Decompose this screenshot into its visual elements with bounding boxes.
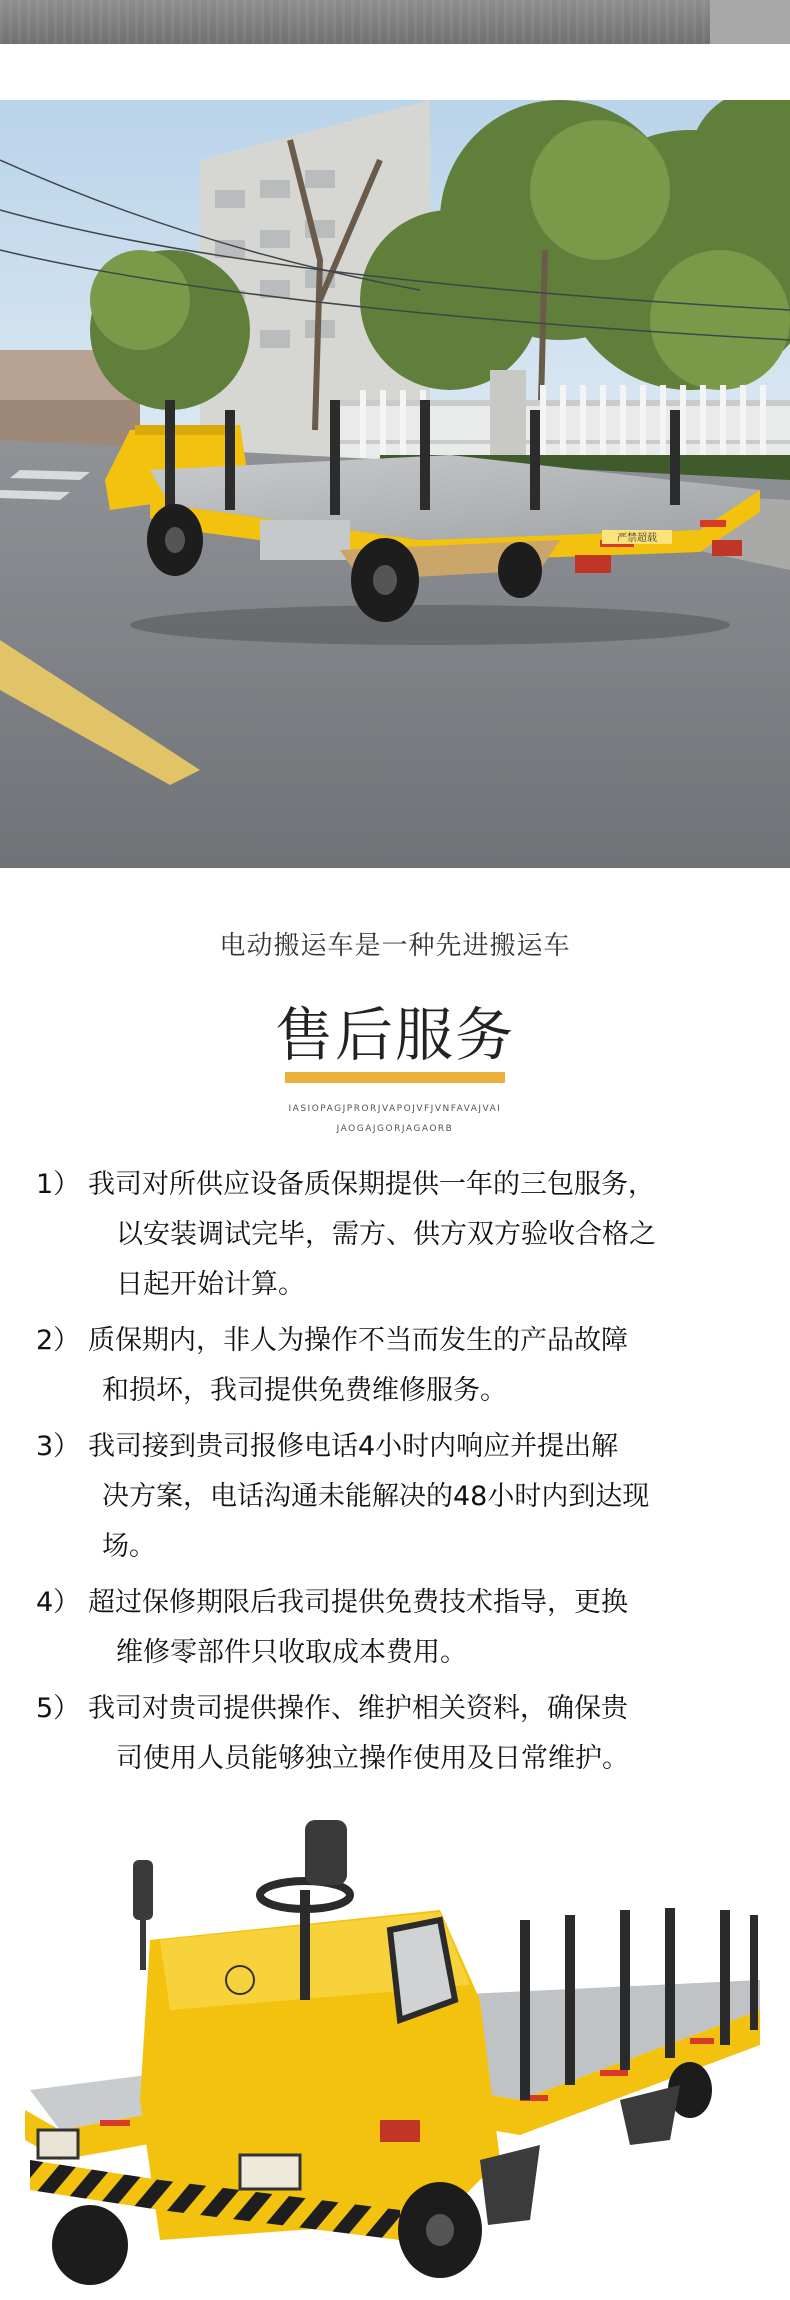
service-item-text — [88, 1578, 756, 1678]
cart-product-illustration — [0, 1800, 790, 2300]
section-title: 售后服务 — [274, 1001, 515, 1069]
service-item — [36, 1578, 756, 1678]
service-list — [36, 1160, 756, 1790]
service-line: 我司接到贵司报修电话4小时内响应并提出解 — [88, 1431, 619, 1462]
service-item — [36, 1684, 756, 1784]
street-scene-illustration — [0, 100, 790, 868]
english-decor-line-2: JAOGAJGORJAGAORB — [336, 1124, 454, 1134]
transport-cart-product-photo — [0, 1800, 790, 2300]
service-item-number: 3） — [36, 1431, 81, 1462]
service-item-number: 2） — [36, 1325, 81, 1356]
curb — [710, 0, 790, 44]
service-line: 决方案，电话沟通未能解决的48小时内到达现 — [102, 1481, 650, 1512]
service-line: 我司对贵司提供操作、维护相关资料，确保贵 — [88, 1693, 628, 1724]
service-item — [36, 1160, 756, 1310]
service-line: 以安装调试完毕，需方、供方双方验收合格之 — [116, 1219, 656, 1250]
service-item — [36, 1316, 756, 1416]
section-subtitle: 电动搬运车是一种先进搬运车 — [219, 931, 571, 961]
service-line: 我司对所供应设备质保期提供一年的三包服务， — [88, 1169, 655, 1200]
service-item-text — [88, 1422, 756, 1572]
service-item-number: 4） — [36, 1587, 81, 1618]
service-line: 日起开始计算。 — [116, 1269, 305, 1300]
transport-cart-street-photo — [0, 100, 790, 868]
previous-photo-strip — [0, 0, 790, 44]
service-line: 质保期内，非人为操作不当而发生的产品故障 — [88, 1325, 628, 1356]
service-item-number: 5） — [36, 1693, 81, 1724]
service-line: 司使用人员能够独立操作使用及日常维护。 — [116, 1743, 629, 1774]
service-item — [36, 1422, 756, 1572]
service-line: 维修零部件只收取成本费用。 — [116, 1637, 467, 1668]
service-line: 和损坏，我司提供免费维修服务。 — [102, 1375, 507, 1406]
service-item-text — [88, 1316, 756, 1416]
service-line: 超过保修期限后我司提供免费技术指导，更换 — [88, 1587, 628, 1618]
english-decor-line-1: IASIOPAGJPRORJVAPOJVFJVNFAVAJVAI — [288, 1104, 502, 1114]
cart-plate-text: 严禁超载 — [617, 533, 657, 544]
service-item-text — [88, 1684, 756, 1784]
service-item-number: 1） — [36, 1169, 81, 1200]
service-line: 场。 — [102, 1531, 156, 1562]
service-item-text — [88, 1160, 756, 1310]
title-accent-bar — [285, 1072, 505, 1083]
road-texture — [0, 0, 790, 44]
